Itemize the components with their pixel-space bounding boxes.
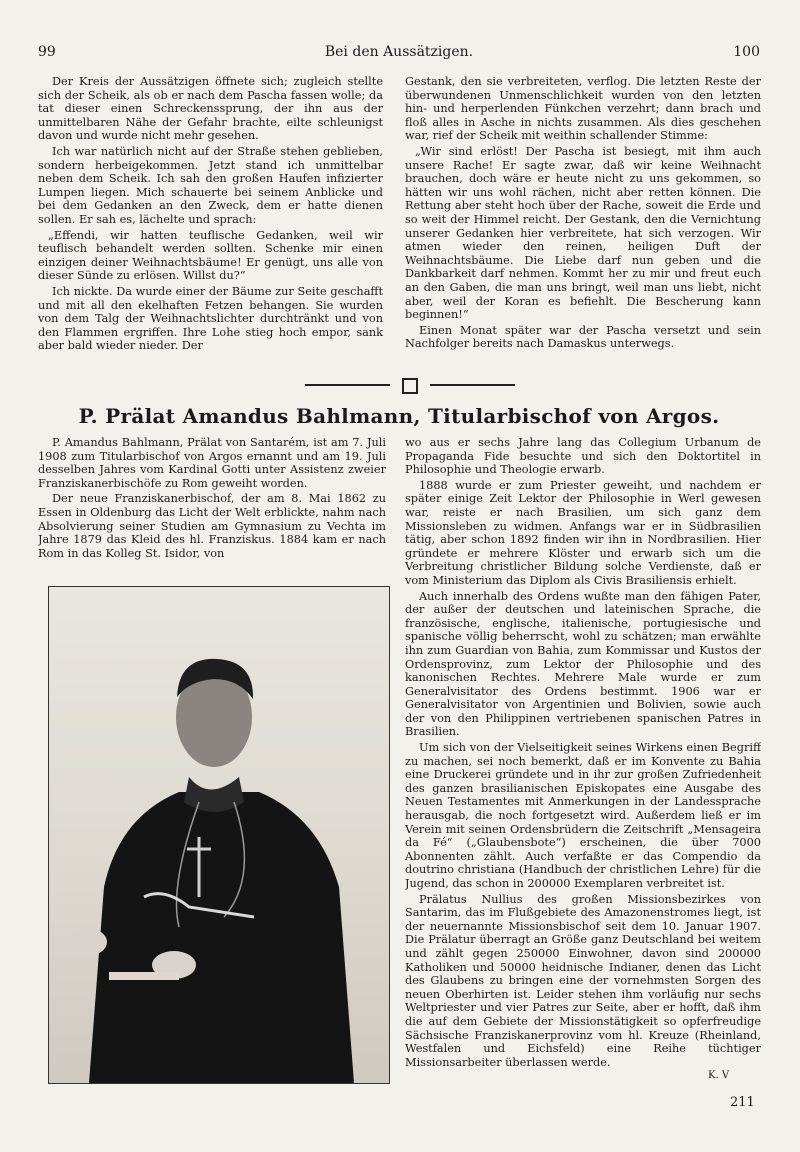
paragraph: „Effendi, wir hatten teuflische Gedanken, weil wir teuflisch behandelt werden sollten. Schenke mir einen einzigen deiner Weihnachtsbäume! Er genügt, uns alle von dieser Sünde zu erlösen. Willst du?“ [38,228,383,283]
divider-rule [305,384,390,386]
paragraph: Der Kreis der Aussätzigen öffnete sich; zugleich stellte sich der Scheik, als ob er nach dem Pascha fassen wolle; da tat dieser einen Schreckenssprung, der ihn aus der unmittelbaren Nähe der Gefahr brachte, eilte schleunigst davon und wurde nicht mehr gesehen. [38,75,383,143]
paragraph: 1888 wurde er zum Priester geweiht, und nachdem er später einige Zeit Lektor der Philosophie in Werl gewesen war, reiste er nach Brasilien, um sich ganz dem Missionsleben zu widmen. Anfangs war er in Südbrasilien tätig, aber schon 1892 finden wir ihn in Nordbrasilien. Hier gründete er mehrere Klöster und erwarb sich um die Verbreitung christlicher Bildung solche Verdienste, daß er vom Ministerium das Diplom als Civis Brasiliensis erhielt. [405,478,761,587]
bottom-right-column [405,436,761,1081]
article-title: P. Prälat Amandus Bahlmann, Titularbischof von Argos. [78,404,720,428]
paragraph: „Wir sind erlöst! Der Pascha ist besiegt, mit ihm auch unsere Rache! Er sagte zwar, daß wir keine Weihnacht brauchen, doch wäre er heute nicht zu uns gekommen, so hätten wir uns wohl rächen, nicht aber retten können. Die Rettung aber steht hoch über der Rache, soweit die Erde und so weit der Himmel reicht. Der Gestank, den die Vernichtung unserer Gedanken hier verbreitete, hat sich verzogen. Wir atmen wieder den reinen, heiligen Duft der Weihnachtsbäume. Die Liebe darf nun geben und die Dankbarkeit darf nehmen. Kommt her zu mir und freut euch an den Gaben, die man uns bringt, weil man uns liebt, nicht aber, weil der Koran es befiehlt. Die Bescherung kann beginnen!“ [405,144,761,322]
paragraph: Prälatus Nullius des großen Missionsbezirkes von Santarim, das im Flußgebiete des Amazonenstromes liegt, ist der neuernannte Missionsbischof seit dem 10. Januar 1907. Die Prälatur überragt an Größe ganz Deutschland bei weitem und zählt gegen 250000 Einwohner, davon sind 200000 Katholiken und 50000 heidnische Indianer, denen das Licht des Glaubens zu bringen eine der vornehmsten Sorgen des neuen Oberhirten ist. Leider stehen ihm vorläufig nur sechs Weltpriester und vier Patres zur Seite, aber er hofft, daß ihm die auf dem Gebiete der Missionstätigkeit so opferfreudige Sächsische Franziskanerprovinz vom hl. Kreuze (Rheinland, Westfalen und Eichsfeld) eine Reihe tüchtiger Missionsarbeiter überlassen werde. [405,892,761,1069]
author-signature: K. V [708,1070,730,1081]
section-divider [305,378,515,392]
running-title: Bei den Aussätzigen. [324,44,474,60]
running-header [38,44,760,64]
divider-square-ornament [402,378,418,394]
portrait-illustration [49,587,389,1083]
paragraph: Der neue Franziskanerbischof, der am 8. Mai 1862 zu Essen in Oldenburg das Licht der Welt erblickte, nahm nach Absolvierung seiner Studien am Gymnasium zu Vechta im Jahre 1879 das Kleid des hl. Franziskus. 1884 kam er nach Rom in das Kolleg St. Isidor, von [38,492,386,560]
paragraph: Um sich von der Vielseitigkeit seines Wirkens einen Begriff zu machen, sei noch bemerkt, daß er im Konvente zu Bahia eine Druckerei gründete und in ihr zur großen Zufriedenheit des ganzen brasilianischen Episkopates eine Ausgabe des Neuen Testamentes mit Anmerkungen in der Landessprache herausgab, die noch fortgesetzt wird. Außerdem ließ er im Verein mit seinen Ordensbrüdern die Zeitschrift „Mensageira da Fé“ („Glaubensbote“) erscheinen, die über 7000 Abonnenten zählt. Auch verfaßte er das Compendio da doutrino christiana (Handbuch der christlichen Lehre) für die Jugend, das schon in 200000 Exemplaren verbreitet ist. [405,741,761,890]
page-number: 211 [730,1095,755,1110]
top-right-column [405,75,761,367]
paragraph: wo aus er sechs Jahre lang das Collegium Urbanum de Propaganda Fide besuchte und sich den Doktortitel in Philosophie und Theologie erwarb. [405,436,761,477]
paragraph: Gestank, den sie verbreiteten, verflog. Die letzten Reste der überwundenen Unmenschlichkeit wurden von den letzten hin- und herperlenden Fünkchen verzehrt; dann brach und floß alles in Asche in nichts zusammen. Als dies geschehen war, rief der Scheik mit weithin schallender Stimme: [405,75,761,143]
paragraph: P. Amandus Bahlmann, Prälat von Santarém, ist am 7. Juli 1908 zum Titularbischof von Argos ernannt und am 19. Juli desselben Jahres vom Kardinal Gotti unter Assistenz zweier Franziskanerbischöfe zu Rom geweiht worden. [38,436,386,490]
right-page-number: 100 [733,44,760,60]
bottom-left-column [38,436,386,576]
paragraph: Ich war natürlich nicht auf der Straße stehen geblieben, sondern herbeigekommen. Jetzt stand ich unmittelbar neben dem Scheik. Ich sah den großen Haufen infizierter Lumpen liegen. Mich schauerte bei seinem Anblicke und bei dem Gedanken an den Zweck, dem er hatte dienen sollen. Er sah es, lächelte und sprach: [38,144,383,226]
paragraph: Einen Monat später war der Pascha versetzt und sein Nachfolger bereits nach Damaskus unterwegs. [405,323,761,351]
paragraph: Auch innerhalb des Ordens wußte man den fähigen Pater, der außer der deutschen und lateinischen Sprache, die französische, englische, italienische, portugiesische und spanische völlig beherrscht, wohl zu schätzen; man erwählte ihn zum Guardian von Bahia, zum Kommissar und Kustos der Ordensprovinz, zum Lektor der Philosophie und des kanonischen Rechtes. Mehrere Male wurde er zum Generalvisitator des Ordens bestimmt. 1906 war er Generalvisitator von Argentinien und Bolivien, sowie auch der von den Philippinen vertriebenen spanischen Patres in Brasilien. [405,589,761,739]
left-page-number: 99 [38,44,56,60]
portrait-photograph [48,586,390,1084]
divider-rule [430,384,515,386]
paragraph: Ich nickte. Da wurde einer der Bäume zur Seite geschafft und mit all den ekelhaften Fetzen behangen. Sie wurden von dem Talg der Weihnachtslichter durchtränkt und von den Flammen ergriffen. Ihre Lohe stieg hoch empor, sank aber bald wieder nieder. Der [38,284,383,353]
top-left-column [38,75,383,367]
